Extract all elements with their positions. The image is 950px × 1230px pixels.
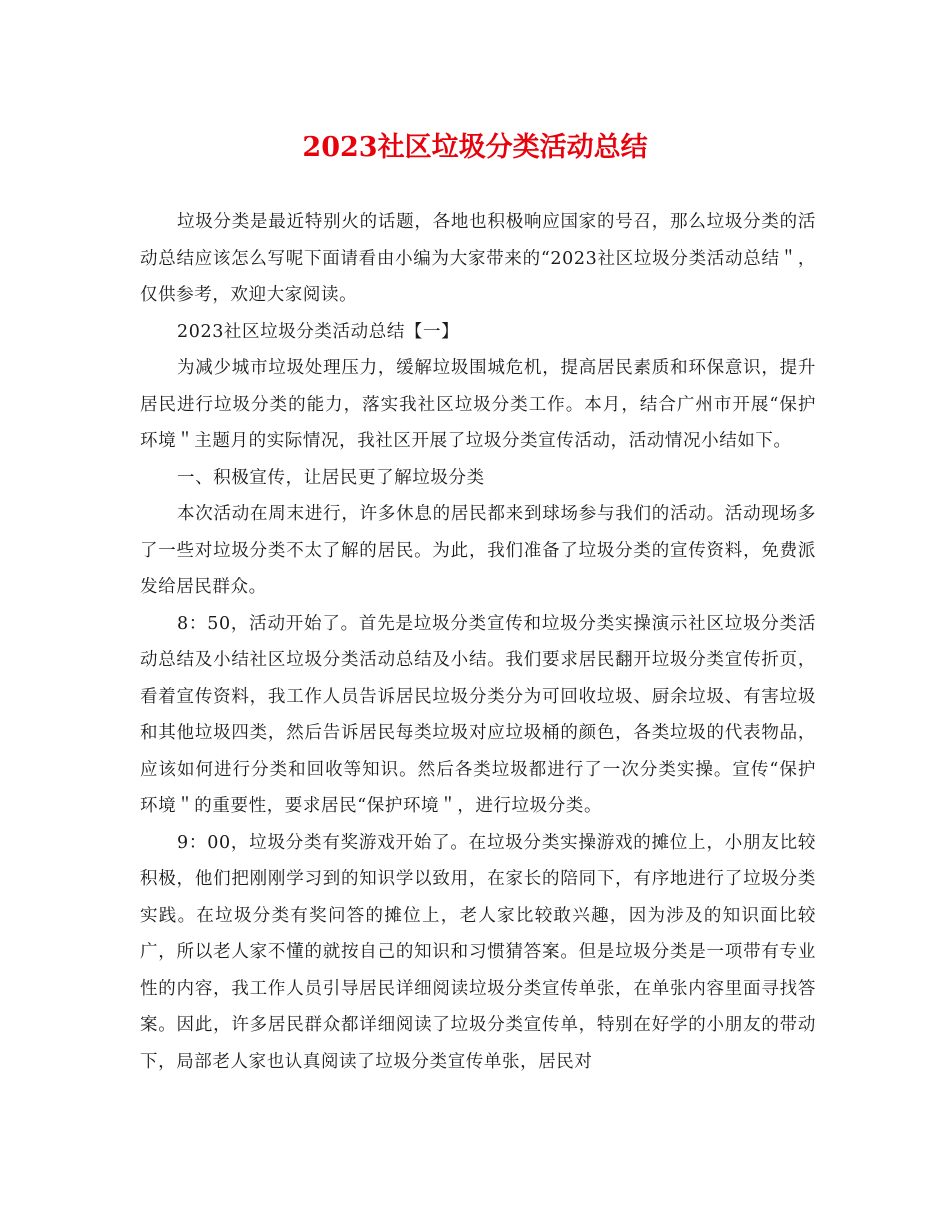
body-paragraph: 为减少城市垃圾处理压力，缓解垃圾围城危机，提高居民素质和环保意识，提升居民进行垃圾分类的能力，落实我社区垃圾分类工作。本月，结合广州市开展“保护环境＂主题月的实际情况，我社区开展了垃圾分类宣传活动，活动情况小结如下。: [140, 358, 816, 451]
body-paragraph: 8：50，活动开始了。首先是垃圾分类宣传和垃圾分类实操演示社区垃圾分类活动总结及小结社区垃圾分类活动总结及小结。我们要求居民翻开垃圾分类宣传折页，看着宣传资料，我工作人员告诉居民垃圾分类分为可回收垃圾、厨余垃圾、有害垃圾和其他垃圾四类，然后告诉居民每类垃圾对应垃圾桶的颜色，各类垃圾的代表物品，应该如何进行分类和回收等知识。然后各类垃圾都进行了一次分类实操。宣传“保护环境＂的重要性，要求居民“保护环境＂，进行垃圾分类。: [140, 613, 816, 816]
body-paragraph: 本次活动在周末进行，许多休息的居民都来到球场参与我们的活动。活动现场多了一些对垃圾分类不太了解的居民。为此，我们准备了垃圾分类的宣传资料，免费派发给居民群众。: [140, 504, 816, 597]
body-paragraph: 9：00，垃圾分类有奖游戏开始了。在垃圾分类实操游戏的摊位上，小朋友比较积极，他们把刚刚学习到的知识学以致用，在家长的陪同下，有序地进行了垃圾分类实践。在垃圾分类有奖问答的摊位上，老人家比较敢兴趣，因为涉及的知识面比较广，所以老人家不懂的就按自己的知识和习惯猜答案。但是垃圾分类是一项带有专业性的内容，我工作人员引导居民详细阅读垃圾分类宣传单张，在单张内容里面寻找答案。因此，许多居民群众都详细阅读了垃圾分类宣传单，特别在好学的小朋友的带动下，局部老人家也认真阅读了垃圾分类宣传单张，居民对: [140, 832, 816, 1072]
section-heading: 2023社区垃圾分类活动总结【一】: [177, 321, 460, 342]
document-body: [140, 204, 816, 1080]
document-title: 2023社区垃圾分类活动总结: [302, 132, 648, 163]
intro-paragraph: 垃圾分类是最近特别火的话题，各地也积极响应国家的号召，那么垃圾分类的活动总结应该怎么写呢下面请看由小编为大家带来的“2023社区垃圾分类活动总结＂，仅供参考，欢迎大家阅读。: [140, 212, 816, 305]
subsection-heading: 一、积极宣传，让居民更了解垃圾分类: [177, 467, 485, 488]
